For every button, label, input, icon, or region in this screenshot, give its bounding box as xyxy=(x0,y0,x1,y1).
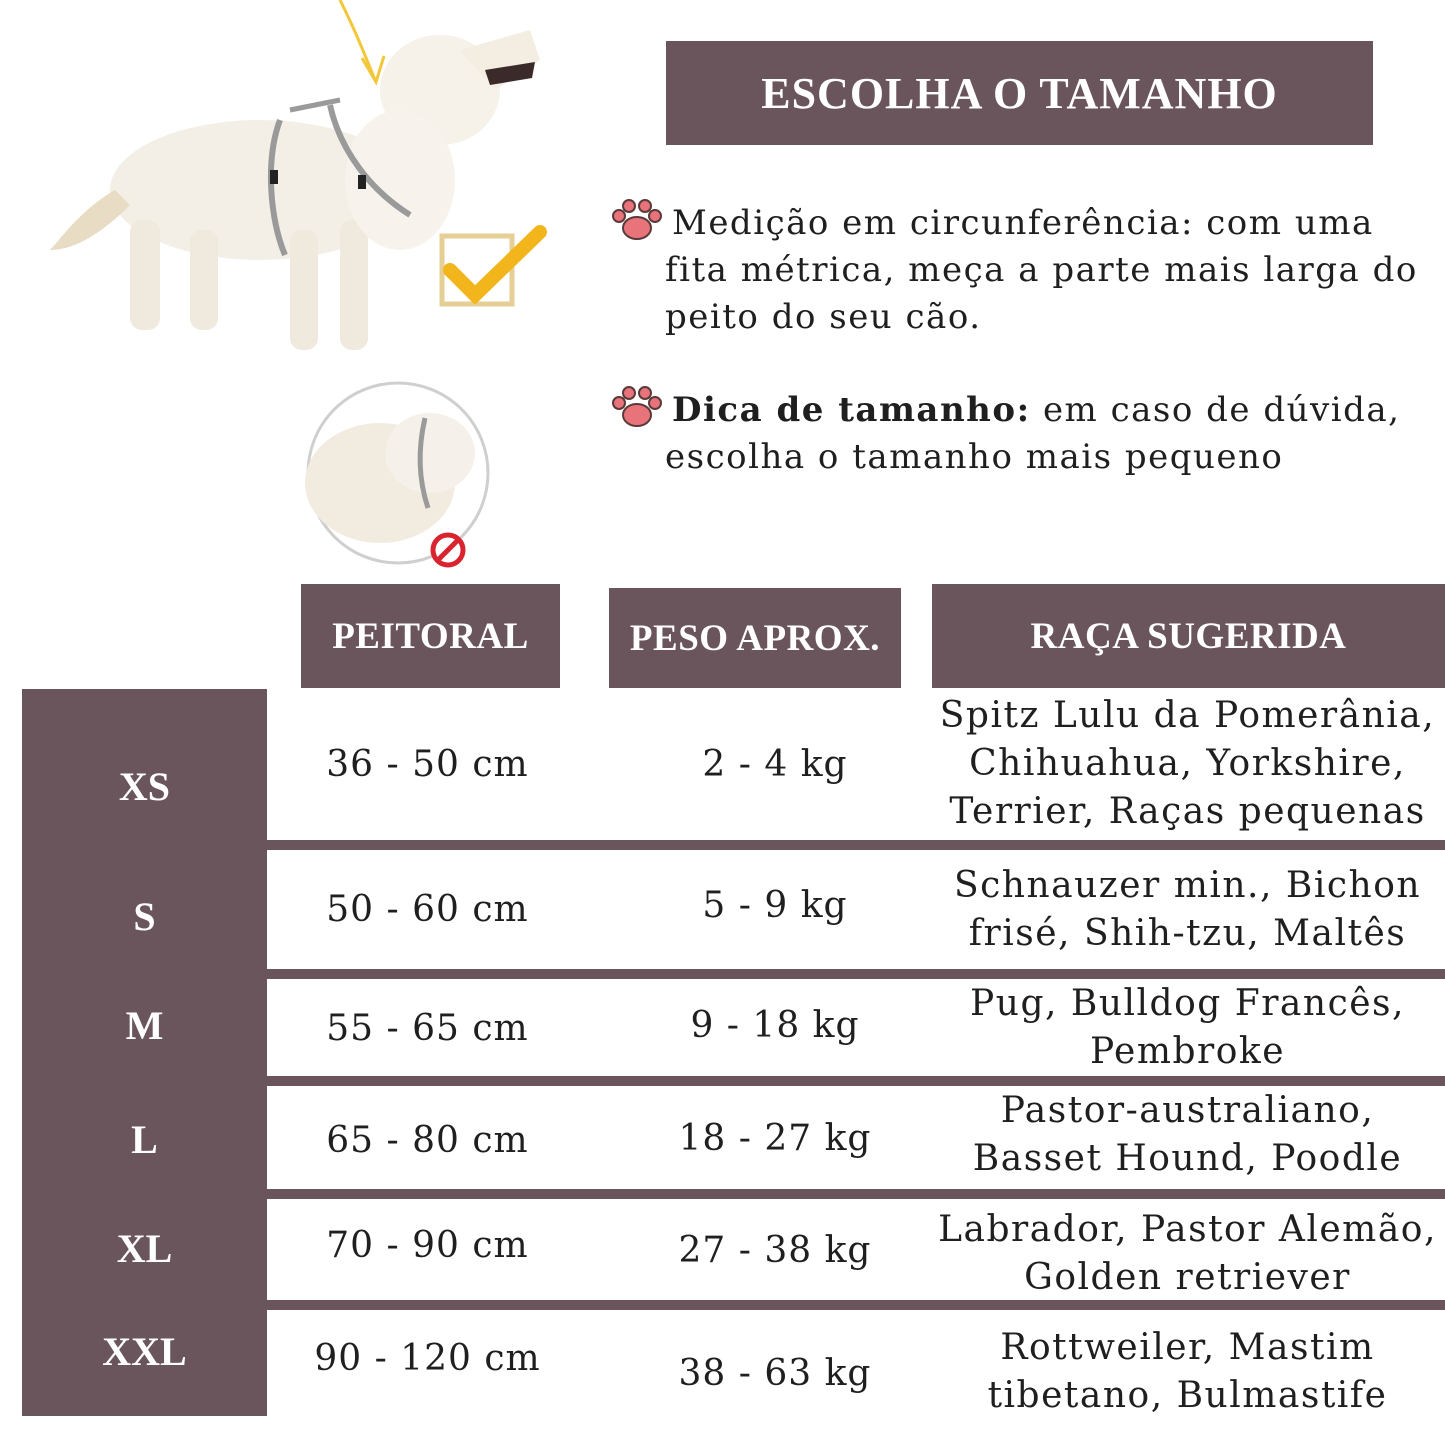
breed-cell: Pug, Bulldog Francês, Pembroke xyxy=(970,983,1405,1072)
breed-cell: Schnauzer min., Bichon frisé, Shih-tzu, Maltês xyxy=(953,865,1422,954)
size-label: S xyxy=(133,894,156,939)
header-weight: PESO APROX. xyxy=(609,588,901,688)
checkmark-icon xyxy=(442,232,540,304)
wrong-fit-illustration xyxy=(300,378,500,578)
chest-cell: 65 - 80 cm xyxy=(326,1120,529,1161)
chest-cell: 70 - 90 cm xyxy=(326,1225,529,1266)
chest-cell: 36 - 50 cm xyxy=(326,744,529,785)
page-title: ESCOLHA O TAMANHO xyxy=(666,41,1373,145)
breed-cell: Pastor-australiano, Basset Hound, Poodle xyxy=(972,1090,1403,1179)
forbidden-icon xyxy=(433,535,463,565)
row-divider xyxy=(267,840,1445,850)
size-label: XS xyxy=(118,764,171,809)
paw-icon xyxy=(610,198,664,242)
chest-cell: 50 - 60 cm xyxy=(326,889,529,930)
weight-cell: 9 - 18 kg xyxy=(690,1005,860,1046)
weight-cell: 5 - 9 kg xyxy=(702,885,848,926)
weight-cell: 38 - 63 kg xyxy=(678,1353,872,1394)
row-divider xyxy=(267,969,1445,979)
measure-line-2: fita métrica, meça a parte mais larga do xyxy=(665,250,1418,290)
arrow-icon xyxy=(340,0,375,80)
tip-label: Dica de tamanho: xyxy=(672,390,1031,430)
row-divider xyxy=(267,1076,1445,1086)
row-divider xyxy=(267,1189,1445,1199)
chest-cell: 90 - 120 cm xyxy=(314,1338,541,1379)
measurement-instructions xyxy=(610,198,1430,341)
paw-icon xyxy=(610,385,664,429)
size-label: XL xyxy=(116,1226,173,1271)
size-label: L xyxy=(131,1117,158,1162)
size-tip xyxy=(610,385,1430,481)
header-breed: RAÇA SUGERIDA xyxy=(932,584,1445,688)
breed-cell: Labrador, Pastor Alemão, Golden retriever xyxy=(938,1209,1437,1298)
tip-line-2: escolha o tamanho mais pequeno xyxy=(665,437,1284,477)
weight-cell: 2 - 4 kg xyxy=(702,744,848,785)
breed-cell: Rottweiler, Mastim tibetano, Bulmastife xyxy=(987,1327,1388,1416)
dog-harness-illustration xyxy=(40,0,560,370)
measure-line-3: peito do seu cão. xyxy=(665,297,982,337)
header-chest: PEITORAL xyxy=(301,584,560,688)
tip-line-1: em caso de dúvida, xyxy=(1042,390,1401,430)
size-label: M xyxy=(125,1003,164,1048)
breed-cell: Spitz Lulu da Pomerânia, Chihuahua, Yorkshire, Terrier, Raças pequenas xyxy=(939,695,1436,832)
weight-cell: 27 - 38 kg xyxy=(678,1230,872,1271)
weight-cell: 18 - 27 kg xyxy=(678,1118,872,1159)
chest-cell: 55 - 65 cm xyxy=(326,1008,529,1049)
measure-line-1: Medição em circunferência: com uma xyxy=(672,203,1374,243)
size-label: XXL xyxy=(102,1329,187,1374)
